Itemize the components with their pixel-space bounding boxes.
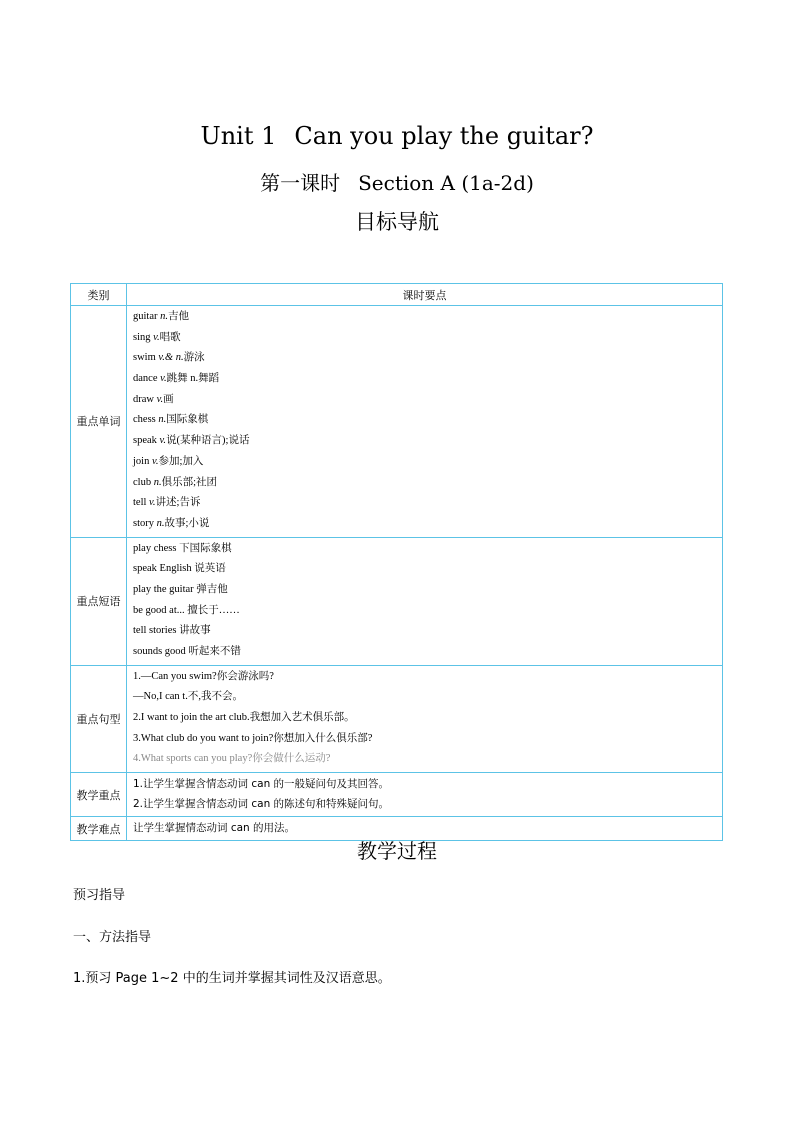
list-item: chess n.国际象棋 (133, 414, 209, 426)
list-item: 1.让学生掌握含情态动词 can 的一般疑问句及其回答。 (133, 778, 390, 791)
list-item: story n.故事;小说 (133, 517, 210, 529)
goal-nav-heading: 目标导航 (355, 210, 439, 234)
list-item: tell v.讲述;告诉 (133, 497, 201, 509)
preview-step-1: 1.预习 Page 1~2 中的生词并掌握其词性及汉语意思。 (73, 971, 391, 986)
list-item: swim v.& n.游泳 (133, 352, 205, 364)
list-item: dance v.跳舞 n.舞蹈 (133, 373, 220, 385)
row-category: 重点短语 (71, 537, 127, 665)
list-item: play chess 下国际象棋 (133, 542, 232, 554)
row-category: 教学难点 (71, 817, 127, 841)
list-item: 让学生掌握情态动词 can 的用法。 (133, 822, 296, 835)
process-heading: 教学过程 (357, 839, 437, 863)
lesson-label: 第一课时 (260, 171, 341, 195)
table-header-row (71, 284, 723, 306)
unit-title (0, 122, 794, 150)
list-item: tell stories 讲故事 (133, 625, 211, 637)
list-item: 1.—Can you swim?你会游泳吗? (133, 670, 274, 682)
header-category: 类别 (71, 284, 127, 306)
list-item: 2.让学生掌握含情态动词 can 的陈述句和特殊疑问句。 (133, 798, 390, 811)
row-category: 重点句型 (71, 665, 127, 772)
sentence-list (127, 665, 723, 772)
list-item: 4.What sports can you play?你会做什么运动? (133, 753, 331, 765)
phrase-list (127, 537, 723, 665)
unit-label: Unit 1 (200, 122, 277, 150)
header-points: 课时要点 (127, 284, 723, 306)
row-category: 教学重点 (71, 773, 127, 817)
list-item: join v.参加;加入 (133, 455, 204, 467)
list-item: guitar n.吉他 (133, 311, 189, 322)
table-row-sentences (71, 665, 723, 772)
lesson-title (0, 167, 794, 196)
list-item: 3.What club do you want to join?你想加入什么俱乐部? (133, 732, 373, 744)
list-item: play the guitar 弹吉他 (133, 583, 228, 595)
word-list (127, 306, 723, 538)
list-item: sounds good 听起来不错 (133, 646, 241, 657)
preview-guide-label: 预习指导 (73, 888, 126, 903)
unit-question: Can you play the guitar? (294, 122, 594, 150)
list-item: be good at... 擅长于…… (133, 604, 240, 616)
list-item: club n.俱乐部;社团 (133, 476, 217, 488)
list-item: draw v.画 (133, 393, 174, 405)
method-guide-heading: 一、方法指导 (73, 930, 152, 945)
list-item: sing v.唱歌 (133, 331, 181, 343)
section-label: Section A (1a-2d) (358, 171, 534, 195)
table-row-key-points (71, 773, 723, 817)
table-row-words (71, 306, 723, 538)
key-point-list (127, 773, 723, 817)
list-item: speak English 说英语 (133, 563, 226, 575)
list-item: —No,I can t.不,我不会。 (133, 691, 243, 703)
list-item: 2.I want to join the art club.我想加入艺术俱乐部。 (133, 712, 355, 724)
list-item: speak v.说(某种语言);说话 (133, 435, 250, 447)
table-row-phrases (71, 537, 723, 665)
goals-table (70, 283, 723, 841)
row-category: 重点单词 (71, 306, 127, 538)
